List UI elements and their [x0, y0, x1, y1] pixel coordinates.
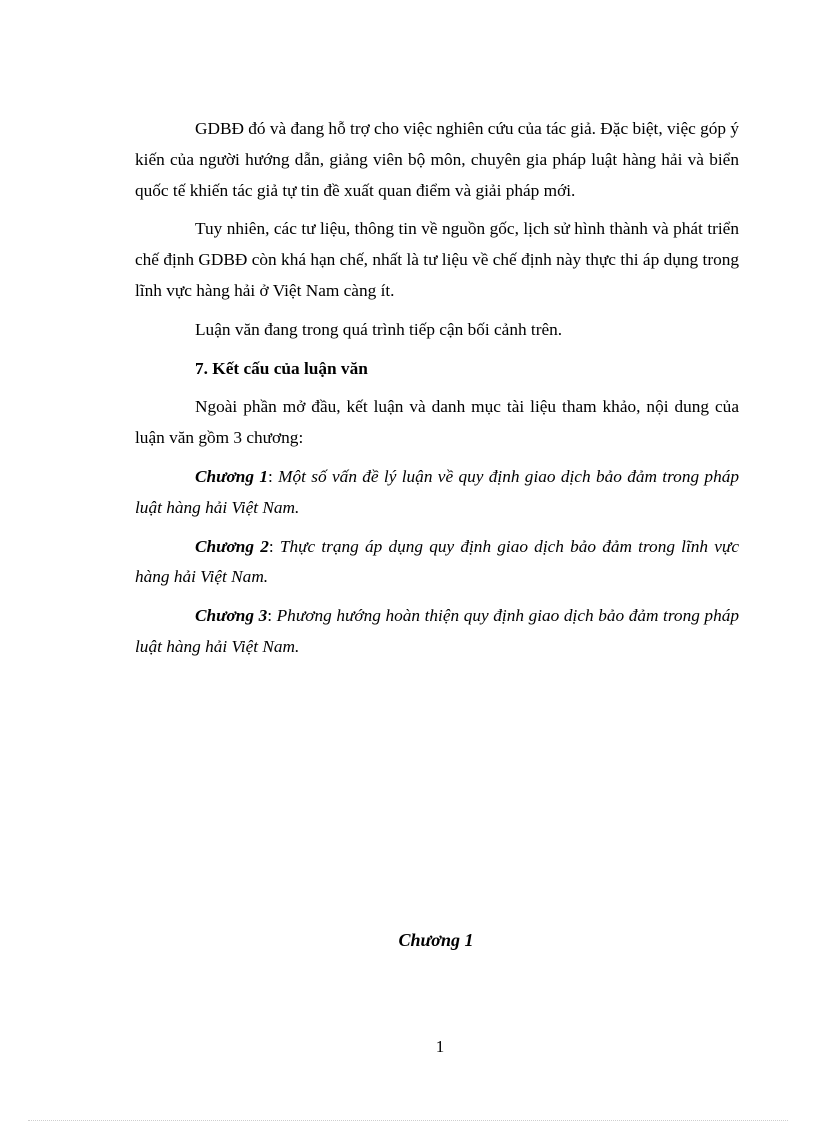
chapter-outline-title: Thực trạng áp dụng quy định giao dịch bảo đảm trong lĩnh vực hàng hải Việt Nam.	[135, 536, 739, 587]
section-heading: 7. Kết cấu của luận văn	[195, 358, 368, 378]
chapter-outline-title: Một số vấn đề lý luận về quy định giao dịch bảo đảm trong pháp luật hàng hải Việt Nam.	[135, 466, 739, 517]
chapter-label: Chương 2	[195, 536, 269, 556]
paragraph-structure-intro: Ngoài phần mở đầu, kết luận và danh mục tài liệu tham khảo, nội dung của luận văn gồm 3 chương:	[135, 397, 739, 448]
chapter-outline-item-3	[135, 601, 739, 663]
chapter-separator: :	[268, 536, 280, 556]
chapter-label: Chương 1	[195, 466, 268, 486]
paragraph-research-support: GDBĐ đó và đang hỗ trợ cho việc nghiên cứu của tác giả. Đặc biệt, việc góp ý kiến của người hướng dẫn, giảng viên bộ môn, chuyên gia pháp luật hàng hải và biển quốc tế khiến tác giả tự tin đề xuất quan điểm và giải pháp mới.	[135, 119, 739, 200]
body-text	[135, 114, 739, 663]
chapter-outline-title: Phương hướng hoàn thiện quy định giao dịch bảo đảm trong pháp luật hàng hải Việt Nam.	[135, 606, 739, 656]
chapter-label: Chương 3	[195, 606, 268, 626]
page-number: 1	[435, 1037, 445, 1056]
chapter-separator: :	[268, 466, 279, 486]
chapter-outline-item-2	[135, 532, 739, 594]
paragraph-limitations: Tuy nhiên, các tư liệu, thông tin về nguồn gốc, lịch sử hình thành và phát triển chế định GDBĐ còn khá hạn chế, nhất là tư liệu về chế định này thực thi áp dụng trong lĩnh vực hàng hải ở Việt Nam càng ít.	[135, 219, 739, 300]
page-divider	[28, 1120, 788, 1121]
chapter-outline-item-1	[135, 462, 739, 524]
chapter-separator: :	[267, 606, 277, 626]
paragraph-approach: Luận văn đang trong quá trình tiếp cận bối cảnh trên.	[195, 319, 563, 339]
chapter-title: Chương 1	[398, 930, 474, 950]
